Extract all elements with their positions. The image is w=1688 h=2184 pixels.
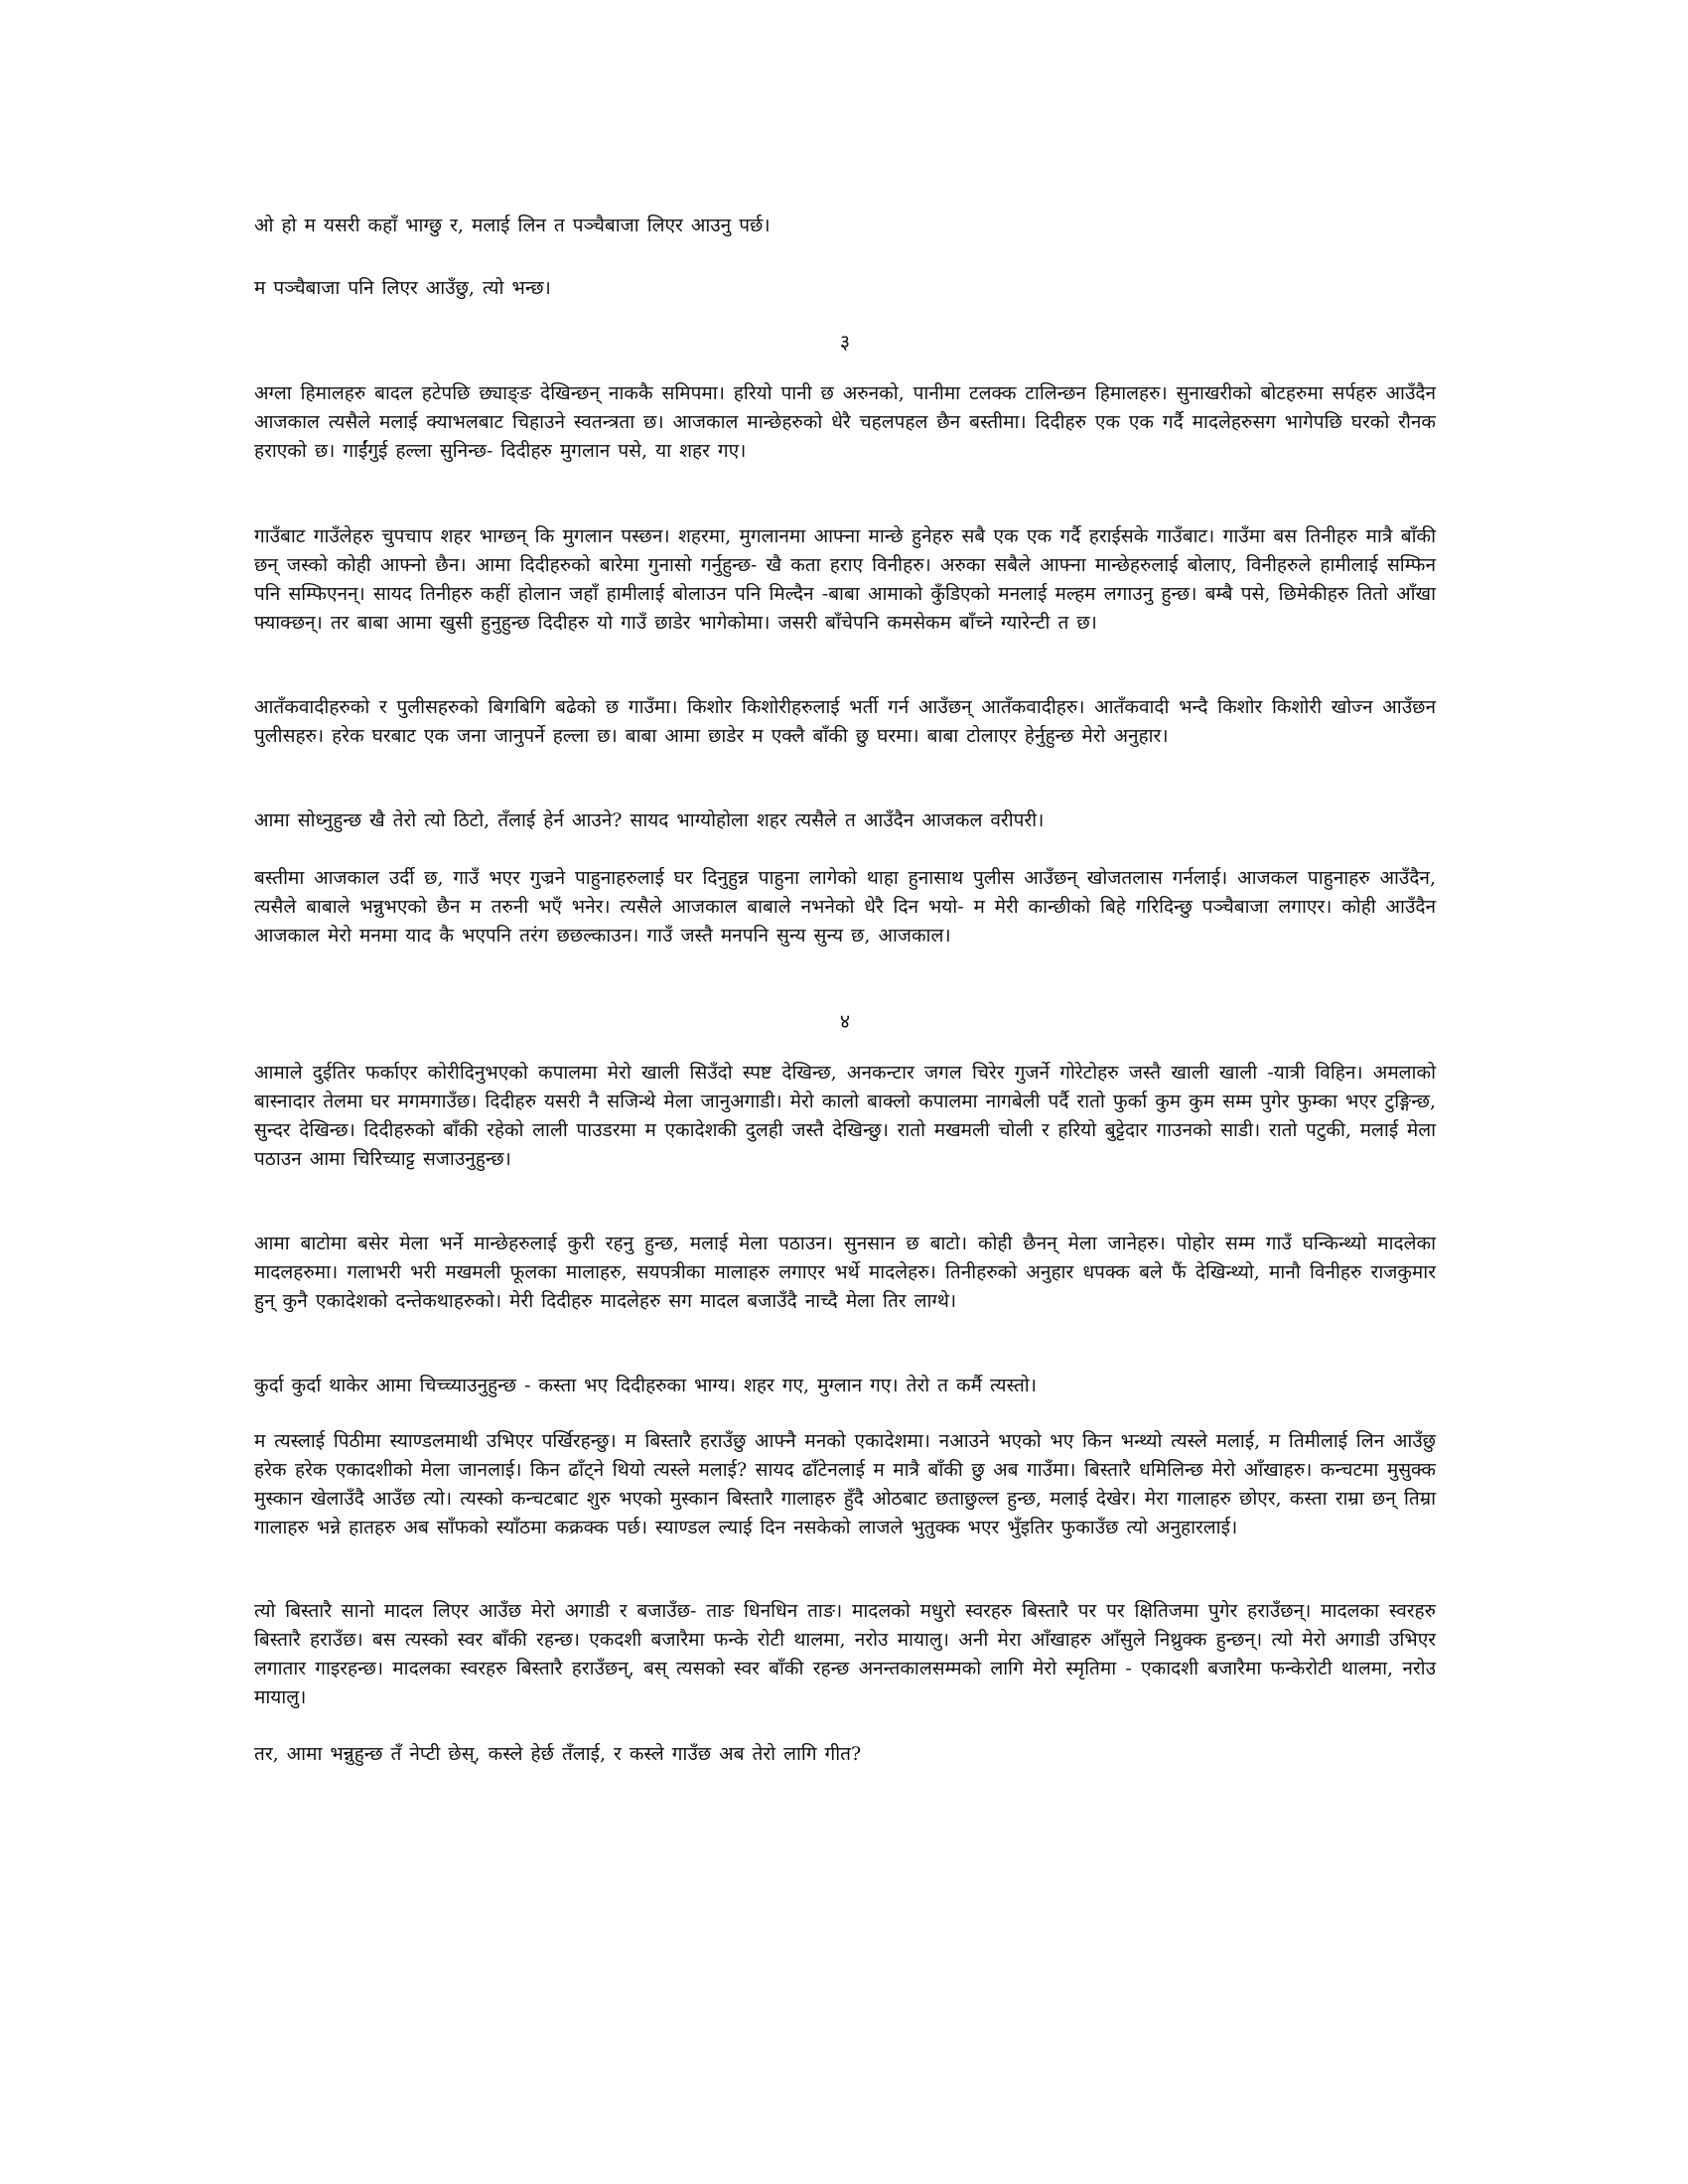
section-3-paragraph-3: आतँकवादीहरुको र पुलीसहरुको बिगबिगि बढेको छ गाउँमा। किशोर किशोरीहरुलाई भर्ती गर्न आउँछन् आतँकवादीहरु। आतँकवादी भन्दै किशोर किशोरी खोज्न आउँछन पुलीसहरु। हरेक घरबाट एक जना जानुपर्ने हल्ला छ। बाबा आमा छाडेर म एक्लै बाँकी छु घरमा। बाबा टोलाएर हेर्नुहुन्छ मेरो अनुहार।: [254, 696, 1436, 747]
section-4-paragraph-2: आमा बाटोमा बसेर मेला भर्ने मान्छेहरुलाई कुरी रहनु हुन्छ, मलाई मेला पठाउन। सुनसान छ बाटो। कोही छैनन् मेला जानेहरु। पोहोर सम्म गाउँ घन्किन्थ्यो मादलेका मादलहरुमा। गलाभरी भरी मखमली फूलका मालाहरु, सयपत्रीका मालाहरु लगाएर भर्थे मादलेहरु। तिनीहरुको अनुहार धपक्क बले फैं देखिन्थ्यो, मानौ विनीहरु राजकुमार हुन् कुनै एकादेशको दन्तेकथाहरुको। मेरी दिदीहरु मादलेहरु सग मादल बजाउँदै नाच्दै मेला तिर लाग्थे।: [254, 1233, 1436, 1312]
section-4-paragraph-5: त्यो बिस्तारै सानो मादल लिएर आउँछ मेरो अगाडी र बजाउँछ- ताङ धिनधिन ताङ। मादलको मधुरो स्वरहरु बिस्तारै पर पर क्षितिजमा पुगेर हराउँछन्। मादलका स्वरहरु बिस्तारै हराउँछ। बस त्यस्को स्वर बाँकी रहन्छ। एकदशी बजारैमा फन्के रोटी थालमा, नरोउ मायालु। अनी मेरा आँखाहरु आँसुले निथ्रुक्क हुन्छन्। त्यो मेरो अगाडी उभिएर लगातार गाइरहन्छ। मादलका स्वरहरु बिस्तारै हराउँछन्, बस् त्यसको स्वर बाँकी रहन्छ अनन्तकालसम्मको लागि मेरो स्मृतिमा - एकादशी बजारैमा फन्केरोटी थालमा, नरोउ मायालु।: [254, 1600, 1436, 1708]
intro-line-1: ओ हो म यसरी कहाँ भाग्छु र, मलाई लिन त पञ्चैबाजा लिएर आउनु पर्छ।: [254, 215, 771, 236]
section-number-4: ४: [839, 1009, 851, 1033]
section-4-paragraph-6: तर, आमा भन्नुहुन्छ तँ नेप्टी छेस्, कस्ले हेर्छ तँलाई, र कस्ले गाउँछ अब तेरो लागि गीत?: [254, 1743, 862, 1765]
section-3-paragraph-2: गाउँबाट गाउँलेहरु चुपचाप शहर भाग्छन् कि मुगलान पस्छन। शहरमा, मुगलानमा आफ्ना मान्छे हुनेहरु सबै एक एक गर्दै हराईसके गाउँबाट। गाउँमा बस तिनीहरु मात्रै बाँकी छन् जस्को कोही आफ्नो छैन। आमा दिदीहरुको बारेमा गुनासो गर्नुहुन्छ- खै कता हराए विनीहरु। अरुका सबैले आफ्ना मान्छेहरुलाई बोलाए, विनीहरुले हामीलाई सम्फिन पनि सम्फिएनन्। सायद तिनीहरु कहीं होलान जहाँ हामीलाई बोलाउन पनि मिल्दैन -बाबा आमाको कुँडिएको मनलाई मल्हम लगाउनु हुन्छ। बम्बै पसे, छिमेकीहरु तितो आँखा फ्याक्छन्। तर बाबा आमा खुसी हुनुहुन्छ दिदीहरु यो गाउँ छाडेर भागेकोमा। जसरी बाँचेपनि कमसेकम बाँच्ने ग्यारेन्टी त छ।: [254, 525, 1436, 634]
section-4-paragraph-1: आमाले दुईतिर फर्काएर कोरीदिनुभएको कपालमा मेरो खाली सिउँदो स्पष्ट देखिन्छ, अनकन्टार जगल चिरेर गुजर्ने गोरेटोहरु जस्तै खाली खाली -यात्री विहिन। अमलाको बास्नादार तेलमा घर मगमगाउँछ। दिदीहरु यसरी नै सजिन्थे मेला जानुअगाडी। मेरो कालो बाक्लो कपालमा नागबेली पर्दै रातो फुर्का कुम कुम सम्म पुगेर फुम्का भएर टुङ्गिन्छ, सुन्दर देखिन्छ। दिदीहरुको बाँकी रहेको लाली पाउडरमा म एकादेशकी दुलही जस्तै देखिन्छु। रातो मखमली चोली र हरियो बुट्टेदार गाउनको साडी। रातो पटुकी, मलाई मेला पठाउन आमा चिरिच्याट्ट सजाउनुहुन्छ।: [254, 1062, 1436, 1170]
section-3-paragraph-1: अग्ला हिमालहरु बादल हटेपछि छ्याङ्ङ देखिन्छन् नाककै समिपमा। हरियो पानी छ अरुनको, पानीमा टलक्क टालिन्छन हिमालहरु। सुनाखरीको बोटहरुमा सर्पहरु आउँदैन आजकाल त्यसैले मलाई क्याभलबाट चिहाउने स्वतन्त्रता छ। आजकाल मान्छेहरुको धेरै चहलपहल छैन बस्तीमा। दिदीहरु एक एक गर्दै मादलेहरुसग भागेपछि घरको रौनक हराएको छ। गाईंगुई हल्ला सुनिन्छ- दिदीहरु मुगलान पसे, या शहर गए।: [254, 382, 1436, 462]
section-3-paragraph-4: आमा सोध्नुहुन्छ खै तेरो त्यो ठिटो, तँलाई हेर्न आउने? सायद भाग्योहोला शहर त्यसैले त आउँदैन आजकल वरीपरी।: [254, 809, 1045, 831]
intro-line-2: म पञ्चैबाजा पनि लिएर आउँछु, त्यो भन्छ।: [254, 277, 551, 299]
section-4-paragraph-4: म त्यस्लाई पिठीमा स्याण्डलमाथी उभिएर पर्खिरहन्छु। म बिस्तारै हराउँछु आफ्नै मनको एकादेशमा। नआउने भएको भए किन भन्थ्यो त्यस्ले मलाई, म तिमीलाई लिन आउँछु हरेक हरेक एकादशीको मेला जानलाई। किन ढाँट्ने थियो त्यस्ले मलाई? सायद ढाँटेनलाई म मात्रै बाँकी छु अब गाउँमा। बिस्तारै धमिलिन्छ मेरो आँखाहरु। कन्चटमा मुसुक्क मुस्कान खेलाउँदै आउँछ त्यो। त्यस्को कन्चटबाट शुरु भएको मुस्कान बिस्तारै गालाहरु हुँदै ओठबाट छताछुल्ल हुन्छ, मलाई देखेर। मेरा गालाहरु छोएर, कस्ता राम्रा छन् तिम्रा गालाहरु भन्ने हातहरु अब साँफको स्याँठमा कक्रक्क पर्छ। स्याण्डल ल्याई दिन नसकेको लाजले भुतुक्क भएर भुँइतिर फुकाउँछ त्यो अनुहारलाई।: [254, 1430, 1436, 1538]
section-3-paragraph-5: बस्तीमा आजकाल उर्दी छ, गाउँ भएर गुज्रने पाहुनाहरुलाई घर दिनुहुन्न पाहुना लागेको थाहा हुनासाथ पुलीस आउँछन् खोजतलास गर्नलाई। आजकल पाहुनाहरु आउँदैन, त्यसैले बाबाले भन्नुभएको छैन म तरुनी भएँ भनेर। त्यसैले आजकाल बाबाले नभनेको धेरै दिन भयो- म मेरी कान्छीको बिहे गरिदिन्छु पञ्चैबाजा लगाएर। कोही आउँदैन आजकाल मेरो मनमा याद कै भएपनि तरंग छछल्काउन। गाउँ जस्तै मनपनि सुन्य सुन्य छ, आजकाल।: [254, 867, 1436, 946]
section-4-paragraph-3: कुर्दा कुर्दा थाकेर आमा चिच्च्याउनुहुन्छ - कस्ता भए दिदीहरुका भाग्य। शहर गए, मुग्लान गए। तेरो त कर्मै त्यस्तो।: [254, 1375, 1037, 1396]
section-number-3: ३: [839, 330, 851, 354]
